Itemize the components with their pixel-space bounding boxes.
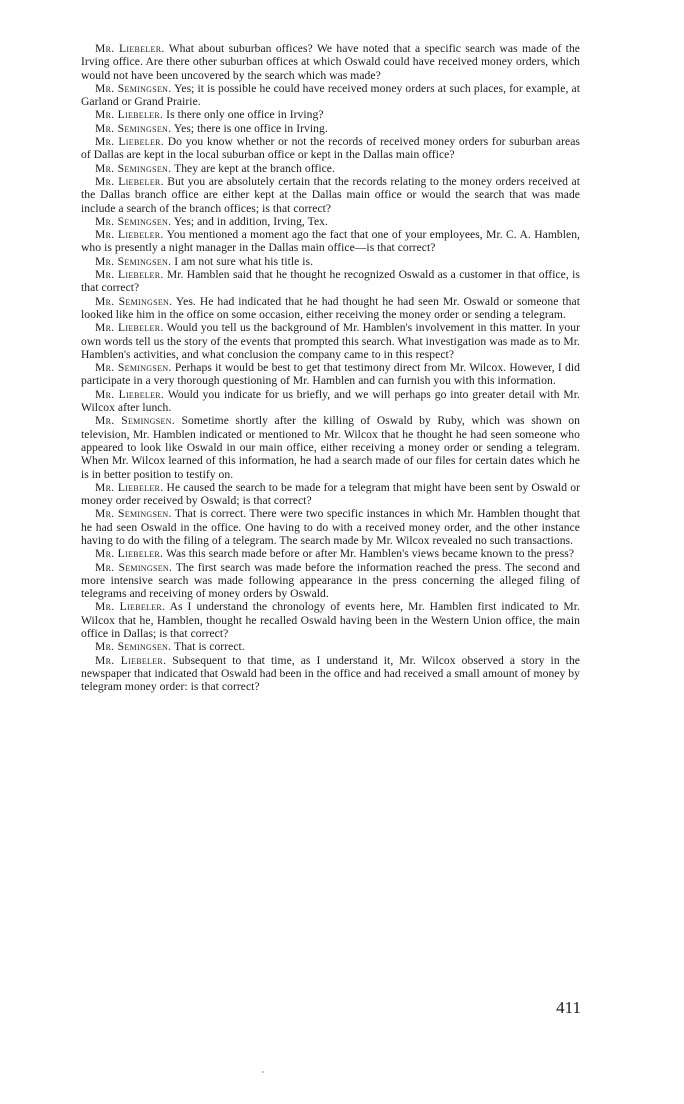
speaker-name: Mr. Semingsen. [95, 560, 173, 574]
statement: Perhaps it would be best to get that testimony direct from Mr. Wilcox. However, I did participate in a very thorough questioning of Mr. Hamblen and can furnish you with this information. [81, 361, 580, 388]
speaker-name: Mr. Liebeler. [95, 228, 164, 242]
testimony-paragraph [81, 228, 580, 255]
statement: They are kept at the branch office. [174, 161, 335, 175]
testimony-paragraph [81, 600, 580, 640]
testimony-paragraph [81, 414, 580, 480]
speaker-name: Mr. Semingsen. [95, 361, 172, 375]
statement: Yes; there is one office in Irving. [173, 121, 328, 135]
speaker-name: Mr. Liebeler. [95, 42, 165, 55]
statement: Is there only one office in Irving? [166, 108, 324, 122]
speaker-name: Mr. Liebeler. [95, 135, 164, 149]
speaker-name: Mr. Semingsen. [95, 214, 172, 228]
testimony-paragraph [81, 122, 580, 135]
speaker-name: Mr. Liebeler. [95, 600, 166, 614]
testimony-paragraph [81, 215, 580, 228]
scan-speck [262, 1071, 264, 1073]
testimony-paragraph [81, 135, 580, 162]
statement: Sometime shortly after the killing of Oswald by Ruby, which was shown on television, Mr. Hamblen indicated or mentioned to Mr. Wilcox that he thought he had seen someone who appeared to look like Oswald in our main office, either receiving a money order or sending a telegram. When Mr. Wilcox learned of this information, he had a search made of our files for certain dates which he is in better position to testify on. [81, 414, 581, 481]
statement: He caused the search to be made for a telegram that might have been sent by Oswald or money order received by Oswald; is that correct? [81, 480, 580, 508]
testimony-paragraph [81, 255, 580, 268]
statement: Yes; and in addition, Irving, Tex. [173, 214, 328, 228]
speaker-name: Mr. Liebeler. [95, 653, 167, 667]
statement: Yes; it is possible he could have received money orders at such places, for example, at Garland or Grand Prairie. [81, 81, 580, 109]
speaker-name: Mr. Liebeler. [95, 547, 164, 561]
testimony-paragraph [81, 640, 580, 653]
page-number: 411 [556, 998, 581, 1017]
testimony-paragraph [81, 361, 580, 388]
statement: That is correct. There were two specific instances in which Mr. Hamblen thought that he had seen Oswald in the office. One having to do with a received money order, and the other instance having to do with the filing of a telegram. The search made by Mr. Wilcox revealed no such transactions. [81, 507, 580, 547]
statement: As I understand the chronology of events here, Mr. Hamblen first indicated to Mr. Wilcox that he, Hamblen, thought he recalled Oswald having been in the Western Union office, the main office in Dallas; is that correct? [81, 600, 580, 641]
speaker-name: Mr. Liebeler. [95, 174, 164, 188]
statement: You mentioned a moment ago the fact that one of your employees, Mr. C. A. Hamblen, who is presently a night manager in the Dallas main office—is that correct? [81, 228, 580, 255]
speaker-name: Mr. Liebeler. [95, 387, 165, 401]
speaker-name: Mr. Semingsen. [95, 81, 172, 95]
speaker-name: Mr. Semingsen. [95, 121, 172, 135]
testimony-text [81, 42, 580, 694]
speaker-name: Mr. Semingsen. [95, 414, 175, 428]
testimony-paragraph [81, 321, 580, 361]
speaker-name: Mr. Liebeler. [95, 321, 164, 335]
statement: But you are absolutely certain that the records relating to the money orders received at the Dallas branch office are either kept at the Dallas main office or would the search that was made include a search of the branch offices; is that correct? [81, 174, 580, 215]
statement: The first search was made before the information reached the press. The second and more intensive search was made following appearance in the press concerning the alleged filing of telegrams and receiving of money orders by Oswald. [81, 560, 580, 601]
statement: Would you tell us the background of Mr. Hamblen's involvement in this matter. In your own words tell us the story of the events that prompted this search. What investigation was made as to Mr. Hamblen's activities, and what conclusion the company came to in this respect? [81, 321, 581, 361]
statement: I am not sure what his title is. [174, 254, 314, 268]
testimony-paragraph [81, 561, 580, 601]
speaker-name: Mr. Liebeler. [95, 268, 164, 282]
testimony-paragraph [81, 295, 580, 322]
testimony-paragraph [81, 82, 580, 109]
testimony-paragraph [81, 388, 580, 415]
speaker-name: Mr. Semingsen. [95, 507, 172, 521]
statement: Do you know whether or not the records of received money orders for suburban areas of Dallas are kept in the local suburban office or kept in the Dallas main office? [81, 135, 580, 162]
testimony-paragraph [81, 162, 580, 175]
statement: Yes. He had indicated that he had thought he had seen Mr. Oswald or someone that looked like him in the office on some occasion, either receiving the money order or sending a telegram. [81, 294, 580, 321]
speaker-name: Mr. Semingsen. [95, 640, 172, 654]
testimony-paragraph [81, 481, 580, 508]
statement: Would you indicate for us briefly, and we will perhaps go into greater detail with Mr. Wilcox after lunch. [81, 387, 580, 415]
speaker-name: Mr. Liebeler. [95, 480, 164, 494]
speaker-name: Mr. Semingsen. [95, 161, 172, 175]
testimony-paragraph [81, 268, 580, 295]
statement: Was this search made before or after Mr. Hamblen's views became known to the press? [165, 547, 575, 561]
statement: Subsequent to that time, as I understand it, Mr. Wilcox observed a story in the newspaper that indicated that Oswald had been in the office and had received a small amount of money by telegram money order: is that correct? [81, 653, 580, 694]
speaker-name: Mr. Semingsen. [95, 254, 172, 268]
testimony-paragraph [81, 108, 580, 121]
speaker-name: Mr. Liebeler. [95, 108, 164, 122]
testimony-paragraph [81, 654, 580, 694]
testimony-paragraph [81, 42, 580, 82]
testimony-paragraph [81, 507, 580, 547]
statement: That is correct. [174, 640, 245, 654]
speaker-name: Mr. Semingsen. [95, 294, 173, 308]
statement: What about suburban offices? We have noted that a specific search was made of the Irving office. Are there other suburban offices at which Oswald could have received money orders, which would not have been uncovered by the search which was made? [81, 42, 580, 82]
testimony-paragraph [81, 175, 580, 215]
statement: Mr. Hamblen said that he thought he recognized Oswald as a customer in that office, is that correct? [81, 268, 580, 295]
testimony-paragraph [81, 547, 580, 560]
